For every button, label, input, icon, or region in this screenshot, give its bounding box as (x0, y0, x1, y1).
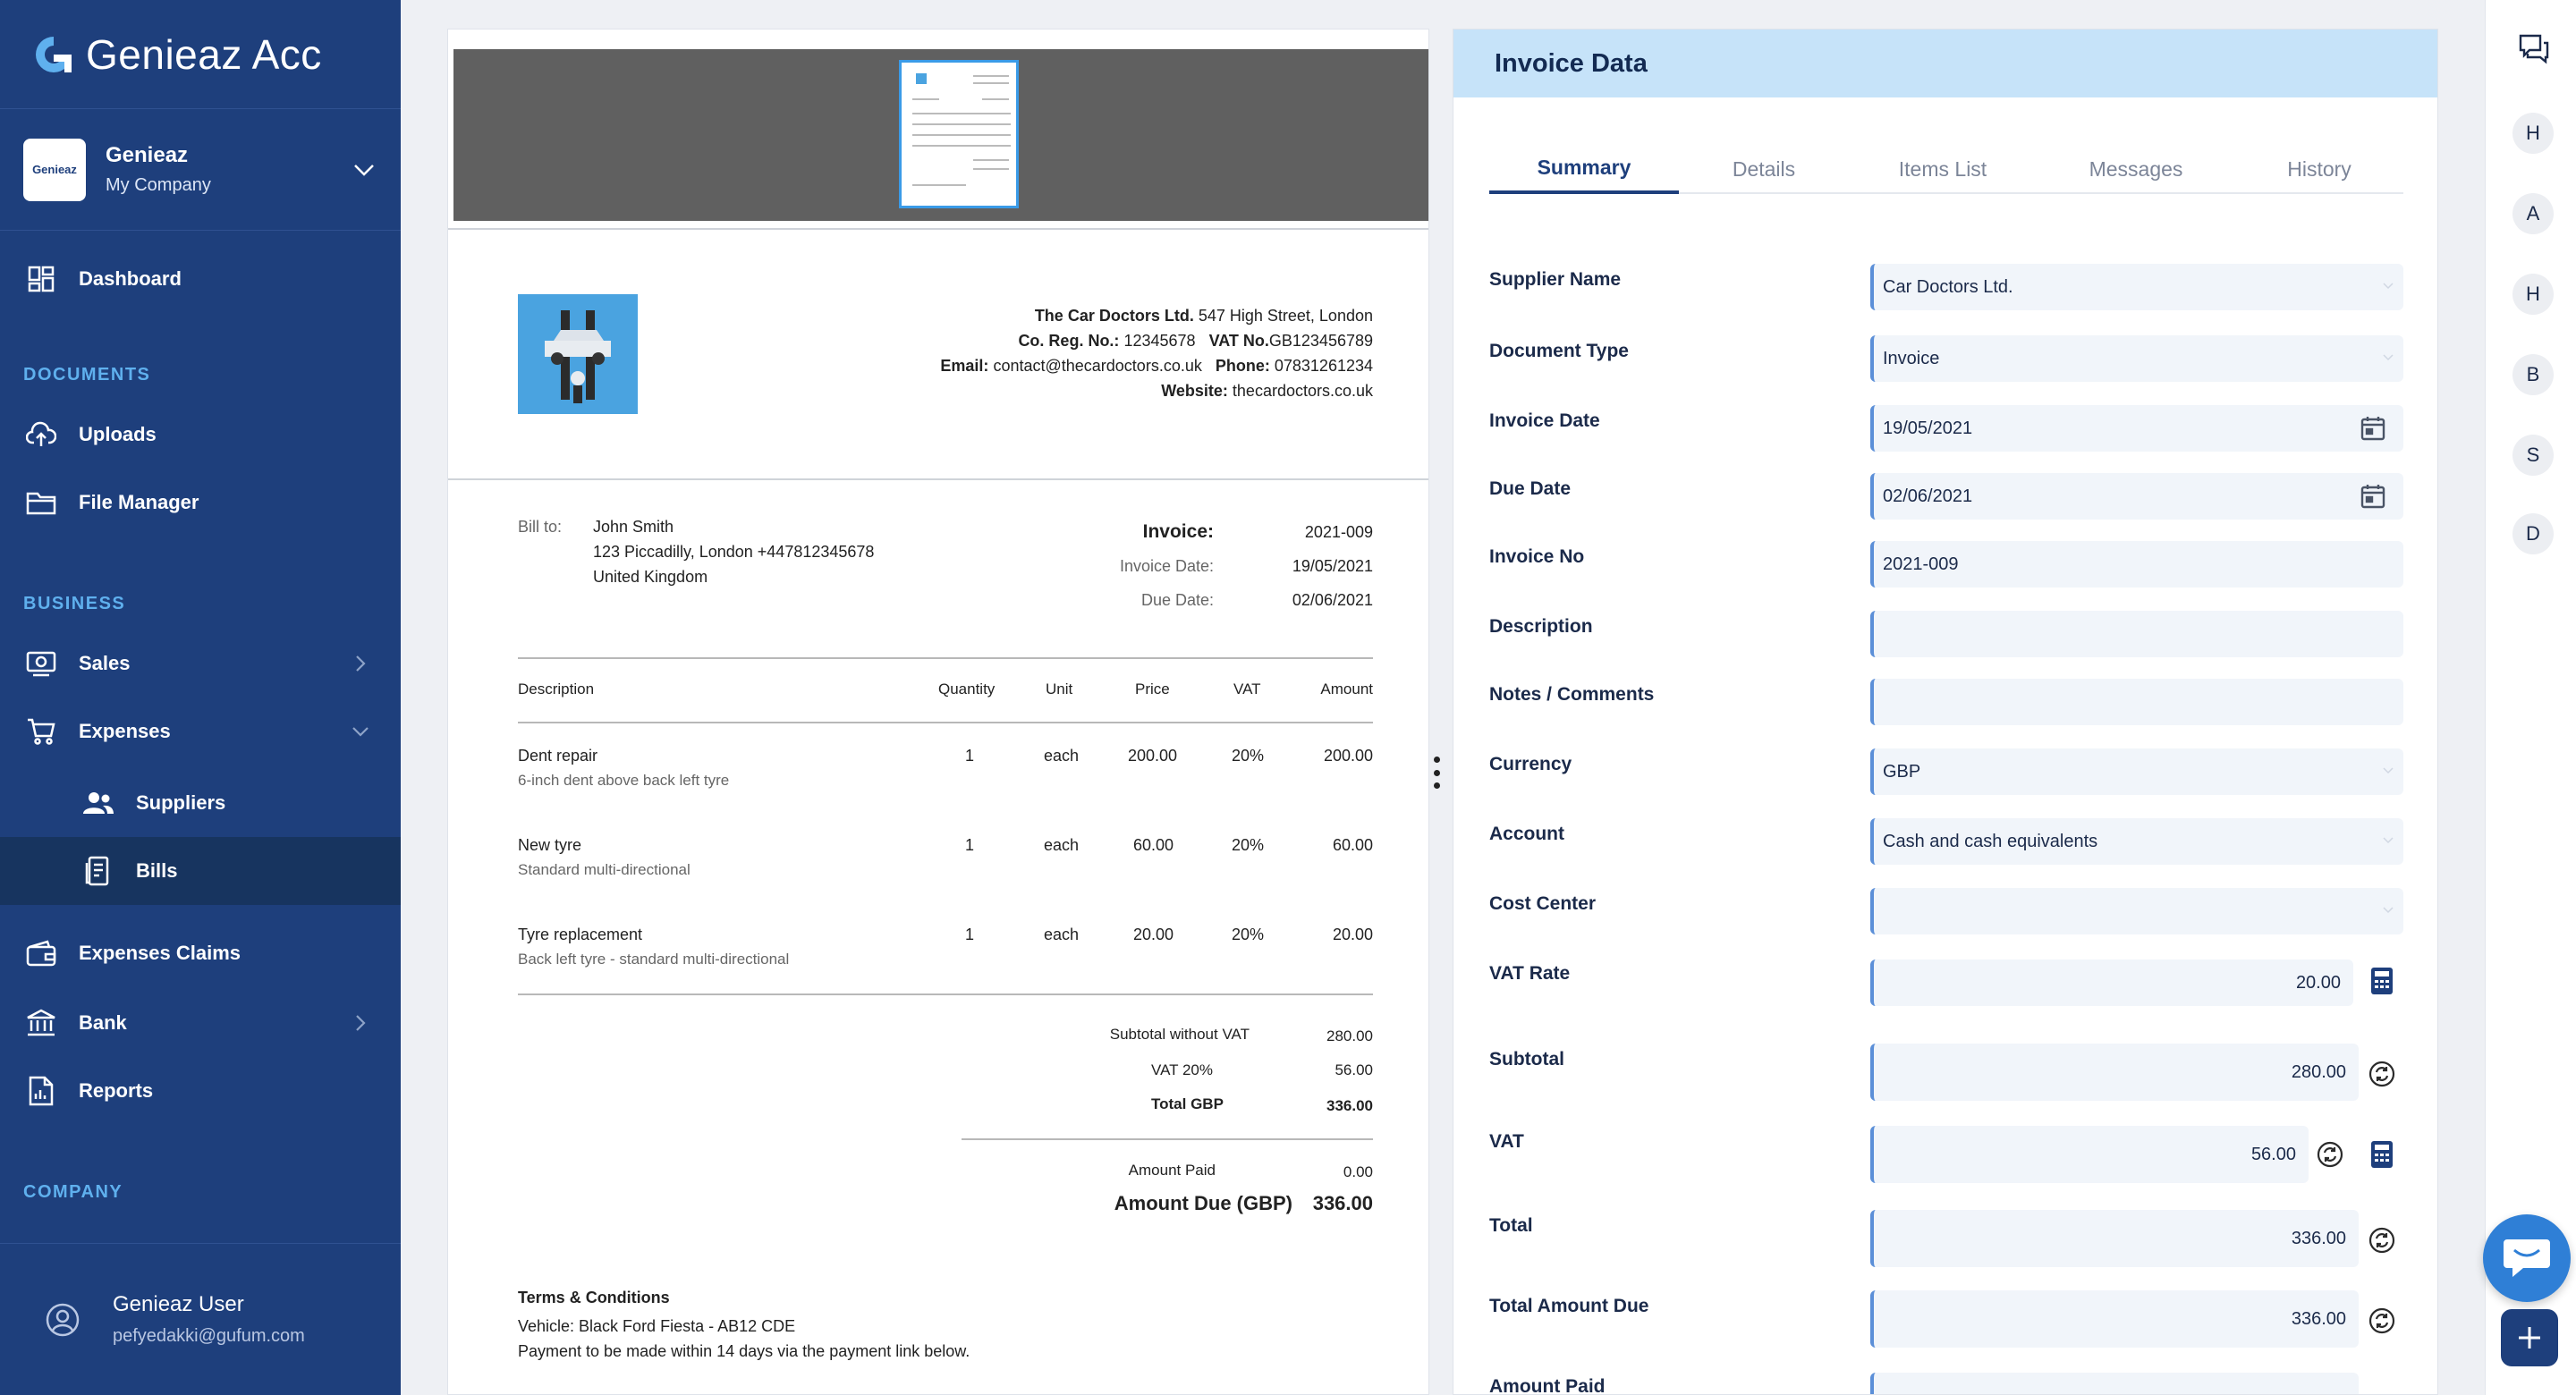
field-value: 02/06/2021 (1883, 486, 1973, 506)
supplier-name-select[interactable] (1870, 264, 2403, 310)
user-email: pefyedakki@gufum.com (113, 1326, 305, 1346)
terms-line: Vehicle: Black Ford Fiesta - AB12 CDE (518, 1317, 796, 1335)
sidebar-item-label: Sales (79, 652, 131, 674)
chevron-down-icon (351, 156, 377, 183)
chevron-right-icon (347, 1010, 374, 1036)
tab-bar (1489, 144, 2403, 194)
sidebar-item-label: Dashboard (79, 267, 182, 290)
report-icon (23, 1073, 59, 1109)
label-vat-rate: VAT Rate (1489, 963, 1571, 984)
col-quantity: Quantity (938, 681, 996, 698)
bill-to-label: Bill to: (518, 518, 563, 536)
invoice-date-input[interactable] (1870, 405, 2403, 452)
invoice-data-panel (1453, 29, 2438, 1395)
invoice-number-label: Invoice: (1142, 521, 1214, 542)
right-rail (2485, 0, 2576, 1395)
field-value: 2021-009 (1883, 554, 1959, 574)
recalculate-icon[interactable] (2314, 1138, 2346, 1171)
add-button[interactable] (2501, 1309, 2558, 1366)
item-qty: 1 (965, 926, 975, 943)
chat-bubbles-icon[interactable] (2515, 30, 2551, 66)
calculator-icon[interactable] (2366, 965, 2398, 997)
due-date-label: Due Date: (1140, 591, 1214, 609)
page-thumbnail[interactable] (899, 60, 1019, 208)
subtotal-input[interactable] (1870, 1044, 2359, 1101)
recalculate-icon[interactable] (2366, 1224, 2398, 1256)
item-unit: each (1044, 747, 1080, 765)
brand[interactable] (0, 0, 401, 109)
field-value: Cash and cash equivalents (1883, 831, 2098, 851)
col-amount: Amount (1320, 681, 1373, 698)
item-qty: 1 (965, 836, 975, 854)
item-vat: 20% (1232, 926, 1265, 943)
col-price: Price (1135, 681, 1170, 698)
label-cost-center: Cost Center (1489, 893, 1597, 914)
document-viewer[interactable] (447, 29, 1429, 1395)
invoice-date-value: 19/05/2021 (1292, 557, 1373, 575)
chevron-down-icon (2382, 904, 2394, 917)
calendar-icon[interactable] (2357, 412, 2389, 444)
due-date-input[interactable] (1870, 473, 2403, 520)
item-qty: 1 (965, 747, 975, 765)
sidebar-item-label: Expenses Claims (79, 942, 241, 964)
chat-icon (2502, 1236, 2552, 1281)
sidebar-item-bills[interactable] (0, 837, 401, 905)
user-profile[interactable] (0, 1243, 401, 1395)
item-name: Dent repair (518, 747, 598, 765)
col-vat: VAT (1233, 681, 1261, 698)
rail-avatar-b[interactable]: B (2512, 354, 2554, 395)
item-unit: each (1044, 926, 1080, 943)
label-document-type: Document Type (1489, 341, 1629, 361)
user-avatar-icon (45, 1302, 80, 1338)
cost-center-select[interactable] (1870, 888, 2403, 934)
sidebar-item-expenses[interactable] (0, 698, 401, 765)
tab-messages[interactable]: Messages (2089, 156, 2183, 181)
dashboard-icon (23, 261, 59, 297)
item-name: New tyre (518, 836, 582, 854)
bill-to-country: United Kingdom (593, 568, 708, 586)
sidebar-item-label: Reports (79, 1079, 154, 1102)
currency-select[interactable] (1870, 748, 2403, 795)
bank-icon (23, 1005, 59, 1041)
field-value: 336.00 (2291, 1228, 2346, 1248)
supplier-reg-line: Co. Reg. No.: 12345678 VAT No.GB123456789 (1018, 332, 1373, 350)
tab-history[interactable]: History (2287, 156, 2351, 181)
receipt-icon (80, 853, 116, 889)
label-notes: Notes / Comments (1489, 684, 1655, 705)
sales-icon (23, 646, 59, 681)
section-company: COMPANY (23, 1182, 123, 1202)
item-amount: 20.00 (1332, 926, 1373, 943)
item-vat: 20% (1232, 747, 1265, 765)
col-unit: Unit (1046, 681, 1073, 698)
amount-paid-label: Amount Paid (1128, 1162, 1216, 1179)
folder-icon (23, 485, 59, 520)
section-documents: DOCUMENTS (23, 365, 151, 385)
chat-button[interactable] (2483, 1214, 2571, 1302)
company-subtitle: My Company (106, 175, 211, 195)
cloud-upload-icon (23, 417, 59, 452)
field-value: 19/05/2021 (1883, 418, 1973, 438)
total-label: Total GBP (1151, 1095, 1224, 1112)
field-value: 56.00 (2250, 1144, 2296, 1164)
supplier-address-line: The Car Doctors Ltd. 547 High Street, London (1034, 307, 1373, 325)
description-input[interactable] (1870, 611, 2403, 657)
rail-avatar-h-2[interactable]: H (2512, 274, 2554, 315)
sidebar-item-label: Suppliers (136, 791, 226, 814)
total-value: 336.00 (1326, 1097, 1373, 1114)
resize-handle[interactable] (1433, 757, 1440, 789)
sidebar (0, 0, 401, 1395)
rail-avatar-d[interactable]: D (2512, 513, 2554, 554)
chevron-down-icon (347, 718, 374, 745)
item-unit: each (1044, 836, 1080, 854)
item-amount: 200.00 (1323, 747, 1373, 765)
label-description: Description (1489, 616, 1593, 637)
bill-to-address: 123 Piccadilly, London +447812345678 (593, 543, 875, 561)
field-value: 280.00 (2291, 1061, 2346, 1082)
sidebar-item-uploads[interactable] (0, 401, 401, 469)
chevron-down-icon (2382, 765, 2394, 777)
label-supplier-name: Supplier Name (1489, 269, 1622, 290)
thumbnail-strip (453, 49, 1428, 221)
users-icon (80, 785, 116, 821)
label-invoice-no: Invoice No (1489, 546, 1585, 567)
item-price: 20.00 (1133, 926, 1174, 943)
invoice-no-input[interactable] (1870, 541, 2403, 588)
amount-paid-value: 0.00 (1343, 1163, 1373, 1180)
company-switcher[interactable] (0, 109, 401, 231)
table-top-line (518, 657, 1373, 659)
totals-line (962, 1138, 1373, 1140)
notes-input[interactable] (1870, 679, 2403, 725)
item-price: 60.00 (1133, 836, 1174, 854)
item-amount: 60.00 (1332, 836, 1373, 854)
chevron-right-icon (347, 650, 374, 677)
sidebar-item-expenses-claims[interactable] (0, 919, 401, 987)
field-value: Invoice (1883, 348, 1940, 368)
amount-due-value: 336.00 (1312, 1192, 1373, 1214)
sidebar-item-label: Uploads (79, 423, 157, 445)
terms-title: Terms & Conditions (518, 1289, 670, 1306)
table-header-line (518, 722, 1373, 723)
label-currency: Currency (1489, 754, 1572, 774)
bill-to-name: John Smith (593, 518, 674, 536)
rail-avatar-h[interactable]: H (2512, 113, 2554, 154)
label-due-date: Due Date (1489, 478, 1572, 499)
sidebar-item-suppliers[interactable] (0, 769, 401, 837)
item-detail: Standard multi-directional (518, 861, 691, 878)
col-description: Description (518, 681, 595, 698)
chevron-down-icon (2382, 280, 2394, 292)
vat-line-label: VAT 20% (1151, 1061, 1213, 1078)
vat-line-value: 56.00 (1335, 1061, 1373, 1078)
amount-due-label: Amount Due (GBP) (1114, 1192, 1292, 1214)
sidebar-item-label: File Manager (79, 491, 199, 513)
item-vat: 20% (1232, 836, 1265, 854)
recalculate-icon[interactable] (2366, 1058, 2398, 1090)
sidebar-item-label: Bills (136, 859, 178, 882)
invoice-number-value: 2021-009 (1304, 523, 1373, 541)
divider (448, 478, 1429, 480)
label-subtotal: Subtotal (1489, 1049, 1564, 1070)
total-input[interactable] (1870, 1210, 2359, 1267)
field-value: 336.00 (2291, 1308, 2346, 1329)
chevron-down-icon (2382, 834, 2394, 847)
total-amount-due-input[interactable] (1870, 1290, 2359, 1348)
sidebar-item-bank[interactable] (0, 989, 401, 1057)
rail-avatar-a[interactable]: A (2512, 193, 2554, 234)
field-value: Car Doctors Ltd. (1883, 276, 2013, 297)
terms-line: Payment to be made within 14 days via the payment link below. (518, 1342, 970, 1360)
supplier-logo (518, 294, 638, 414)
subtotal-value: 280.00 (1326, 1027, 1373, 1044)
field-value: 20.00 (2295, 972, 2341, 993)
calculator-icon[interactable] (2366, 1138, 2398, 1171)
supplier-website-line: Website: thecardoctors.co.uk (1161, 382, 1373, 400)
divider (448, 228, 1429, 230)
sidebar-item-dashboard[interactable] (0, 245, 401, 313)
section-business: BUSINESS (23, 594, 126, 613)
cart-icon (23, 714, 59, 749)
tab-details[interactable]: Details (1732, 156, 1796, 181)
plus-icon (2516, 1324, 2543, 1351)
sidebar-item-file-manager[interactable] (0, 469, 401, 537)
tab-items-list[interactable]: Items List (1898, 156, 1987, 181)
document-type-select[interactable] (1870, 335, 2403, 382)
item-price: 200.00 (1128, 747, 1178, 765)
user-name: Genieaz User (113, 1292, 244, 1316)
label-invoice-date: Invoice Date (1489, 410, 1600, 431)
sidebar-item-sales[interactable] (0, 630, 401, 698)
company-name: Genieaz (106, 143, 189, 167)
vat-rate-input[interactable] (1870, 960, 2353, 1006)
company-logo: Genieaz (23, 139, 86, 201)
rail-avatar-s[interactable]: S (2512, 435, 2554, 476)
supplier-contact-line: Email: contact@thecardoctors.co.uk Phone: 07831261234 (940, 357, 1373, 375)
label-amount-paid: Amount Paid (1489, 1376, 1606, 1395)
sidebar-item-label: Bank (79, 1011, 127, 1034)
item-detail: Back left tyre - standard multi-directional (518, 951, 790, 968)
panel-title: Invoice Data (1453, 30, 2437, 97)
label-total-amount-due: Total Amount Due (1489, 1296, 1649, 1316)
table-bottom-line (518, 993, 1373, 995)
sidebar-item-label: Expenses (79, 720, 171, 742)
item-detail: 6-inch dent above back left tyre (518, 772, 730, 789)
due-date-value: 02/06/2021 (1292, 591, 1373, 609)
recalculate-icon[interactable] (2366, 1305, 2398, 1337)
subtotal-label: Subtotal without VAT (1109, 1026, 1250, 1043)
field-value: GBP (1883, 761, 1921, 782)
amount-paid-input[interactable] (1870, 1373, 2359, 1395)
sidebar-item-reports[interactable] (0, 1057, 401, 1125)
label-account: Account (1489, 824, 1564, 844)
item-name: Tyre replacement (518, 926, 643, 943)
label-vat: VAT (1489, 1131, 1524, 1152)
tab-summary[interactable]: Summary (1489, 144, 1679, 194)
calendar-icon[interactable] (2357, 480, 2389, 512)
account-select[interactable] (1870, 818, 2403, 865)
invoice-date-label: Invoice Date: (1119, 557, 1214, 575)
vat-input[interactable] (1870, 1126, 2309, 1183)
label-total: Total (1489, 1215, 1533, 1236)
wallet-icon (23, 935, 59, 971)
brand-logo-icon (32, 33, 75, 76)
brand-name: Genieaz Acc (86, 30, 322, 78)
chevron-down-icon (2382, 351, 2394, 364)
